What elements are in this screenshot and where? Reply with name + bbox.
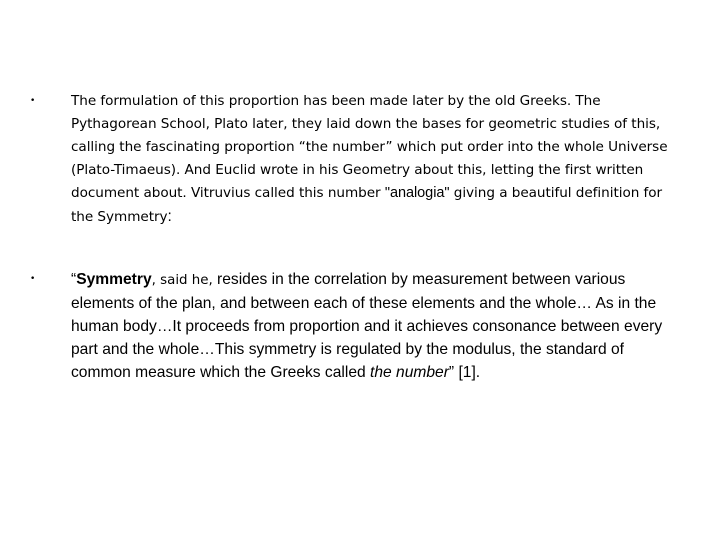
bullet-marker: • <box>30 96 36 106</box>
said-he-text: , said he, <box>151 273 218 288</box>
citation: [1]. <box>454 364 481 381</box>
bullet-text-end: giving a beautiful definition for the Symmetry <box>71 185 663 225</box>
colon: : <box>167 208 172 225</box>
bullet-text <box>71 90 681 229</box>
bullet-marker: • <box>30 274 36 284</box>
quoted-term: "analogia" <box>384 185 450 201</box>
quote-body: resides in the correlation by measurement between various elements of the plan, and between each of these elements and the whole… As in the human body…It proceeds from proportion and it achieves consonance between every part and the whole…This symmetry is regulated by the modulus, the standard of common measure which the Greeks called <box>71 271 663 381</box>
close-quote: ” <box>448 364 455 381</box>
bold-word: Symmetry <box>76 271 152 288</box>
bullet-text-main: The formulation of this proportion has been made later by the old Greeks. The Pythagorean School, Plato later, they laid down the bases for geometric studies of this, calling the fascinating proportion “the number” which put order into the whole Universe (Plato-Timaeus). And Euclid wrote in his Geometry about this, letting the first written document about. Vitruvius called this number <box>71 93 668 201</box>
bullet-text <box>71 268 681 384</box>
italic-phrase: the number <box>370 364 449 381</box>
open-quote: “ <box>71 271 77 288</box>
